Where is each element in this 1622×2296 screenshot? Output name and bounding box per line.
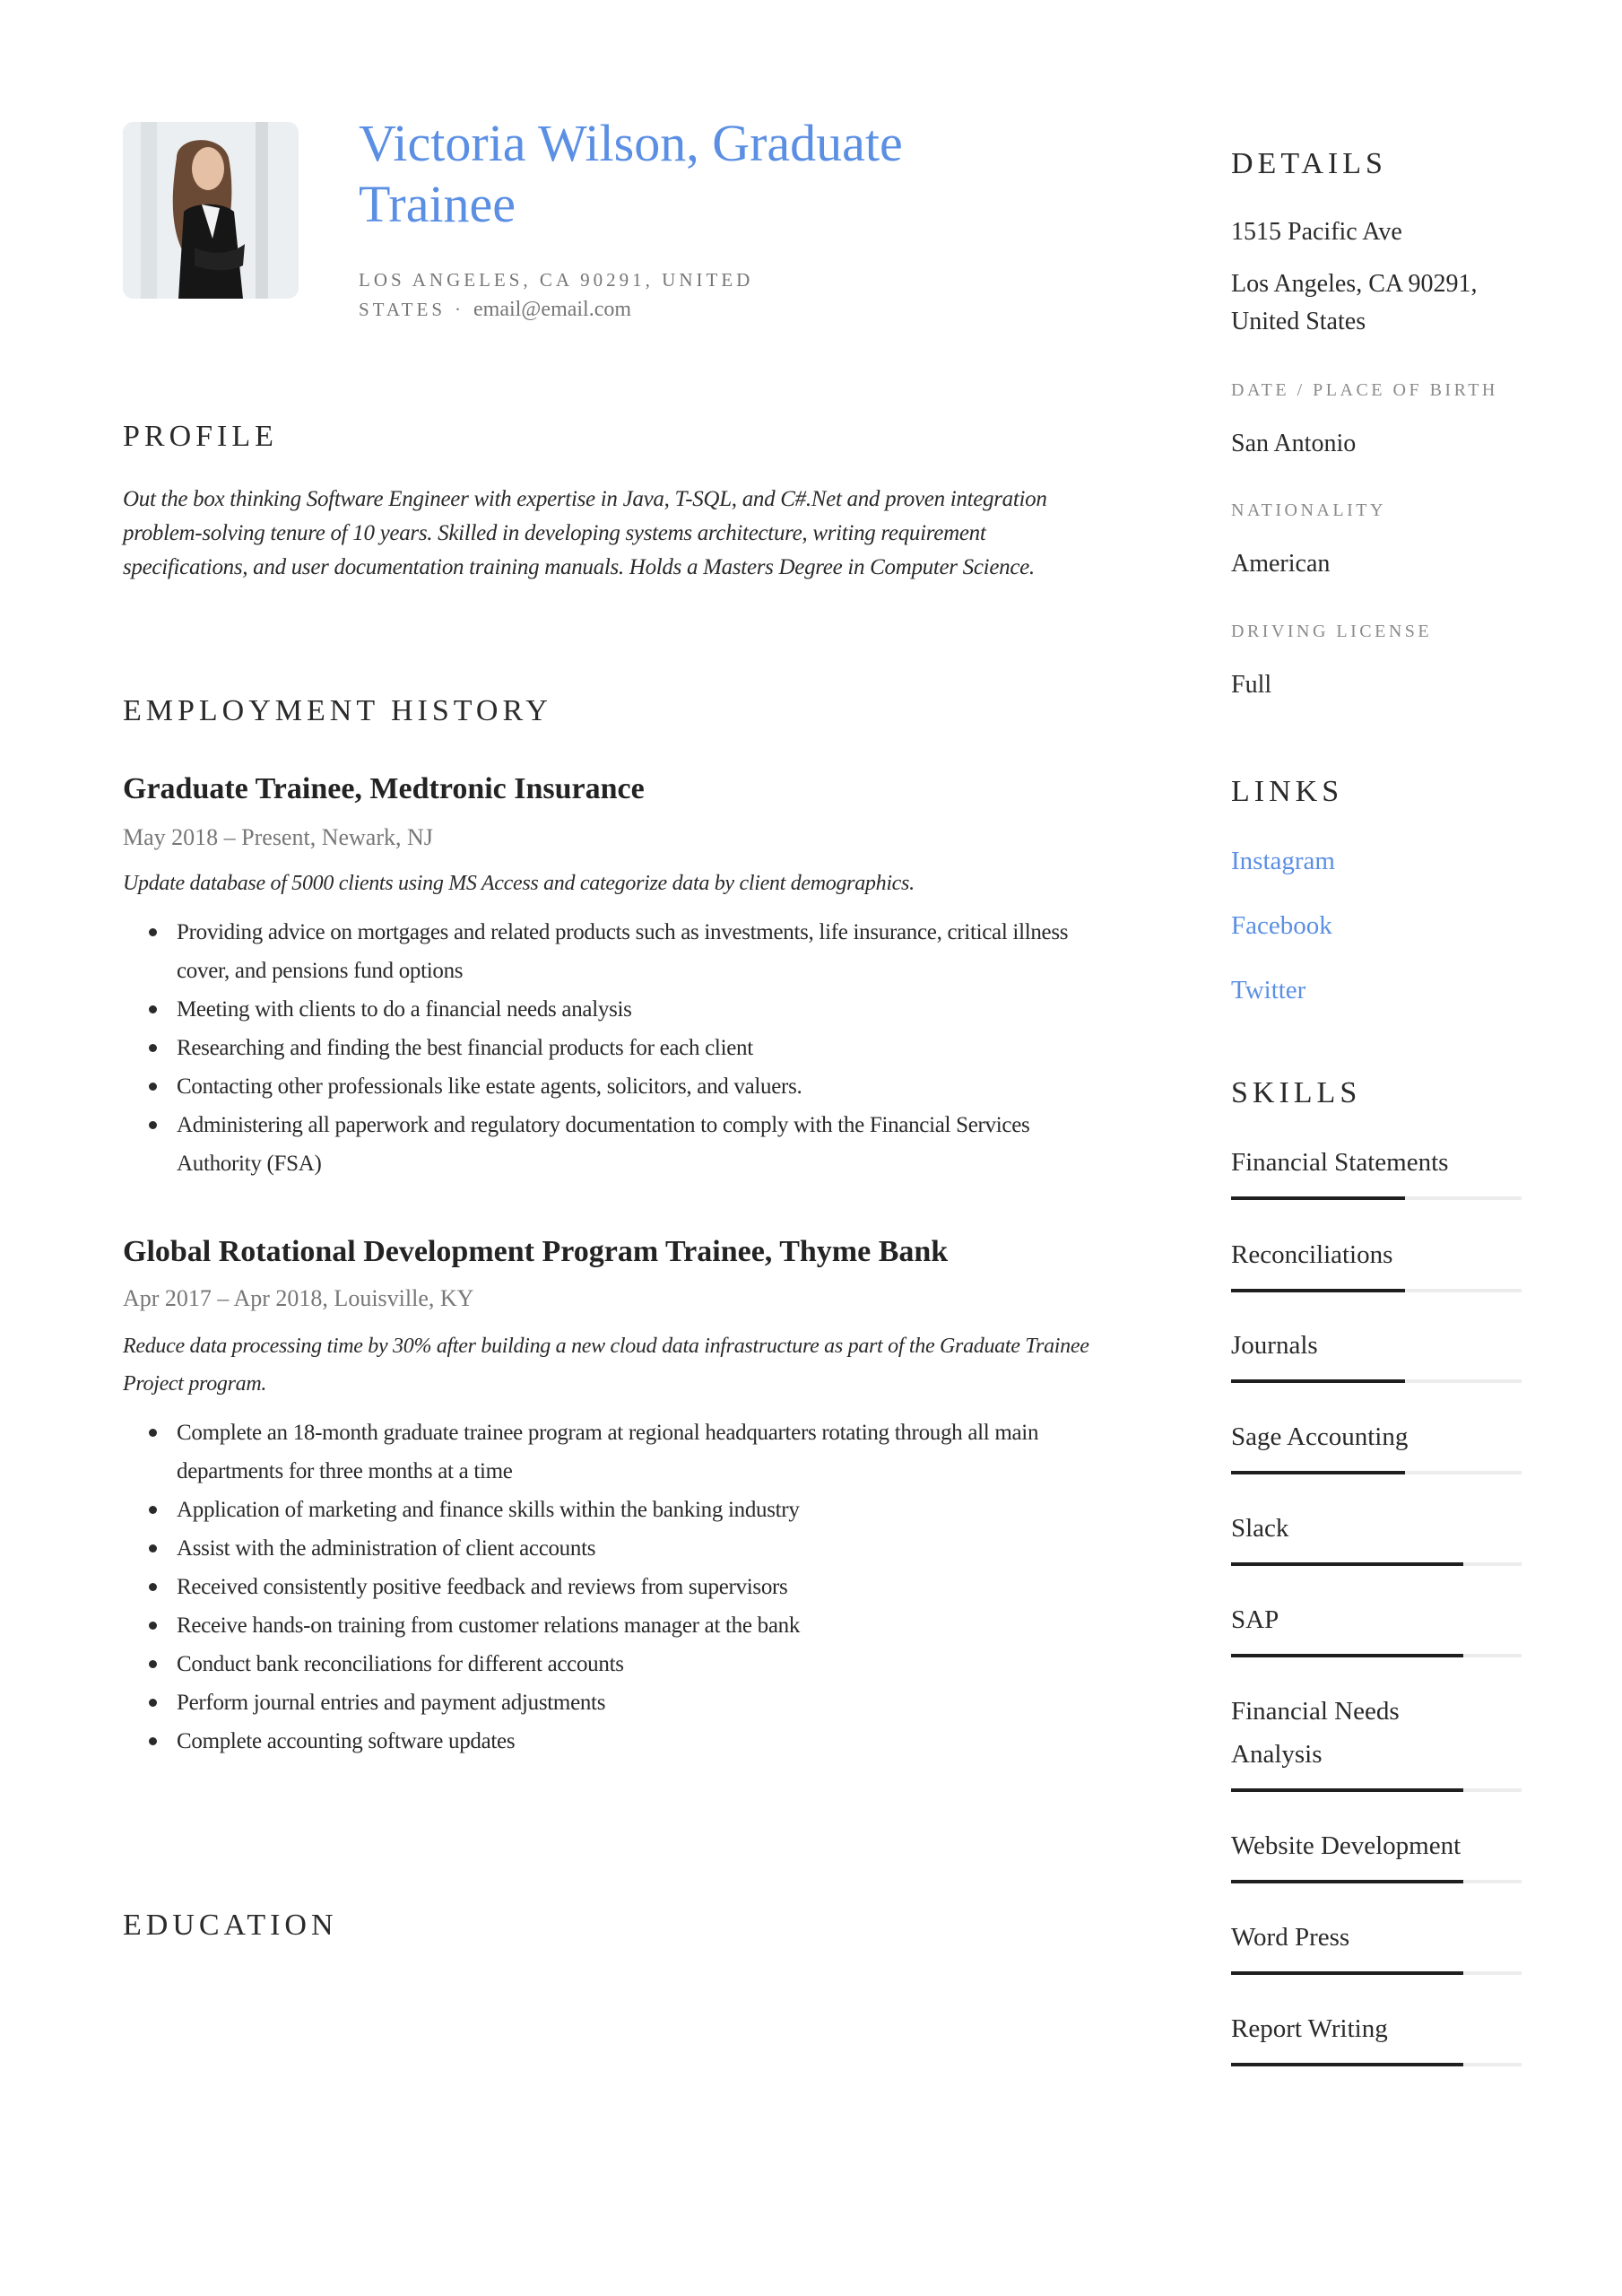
skill-level-bar — [1231, 1880, 1522, 1883]
bullet-text: Perform journal entries and payment adjustments — [177, 1691, 606, 1715]
bullet-item — [123, 913, 1091, 990]
skill-level-fill — [1231, 1971, 1463, 1975]
job-title: Graduate Trainee, Medtronic Insurance — [123, 772, 645, 805]
link-facebook[interactable]: Facebook — [1231, 911, 1332, 940]
job-summary: Update database of 5000 clients using MS Access and categorize data by client demographics. — [123, 872, 915, 895]
bullet-icon — [149, 1044, 157, 1052]
address-line2: Los Angeles, CA 90291, United States — [1231, 270, 1478, 335]
skill-level-fill — [1231, 1379, 1405, 1383]
skill-level-bar — [1231, 2063, 1522, 2066]
bullet-icon — [149, 1506, 157, 1514]
bullet-text: Conduct bank reconciliations for different accounts — [177, 1652, 624, 1676]
skill-item — [1231, 2007, 1522, 2066]
bullet-text: Meeting with clients to do a financial needs analysis — [177, 997, 632, 1022]
profile-section-title: PROFILE — [123, 420, 278, 453]
bullet-text: Complete an 18-month graduate trainee program at regional headquarters rotating through all main departments for three months at a time — [177, 1421, 1039, 1483]
skill-name: Financial Needs Analysis — [1231, 1697, 1400, 1769]
skill-level-fill — [1231, 1562, 1463, 1566]
person-photo-icon — [123, 122, 299, 299]
nationality-label: NATIONALITY — [1231, 500, 1386, 520]
skill-item — [1231, 1598, 1522, 1657]
skill-item — [1231, 1141, 1522, 1200]
link-instagram[interactable]: Instagram — [1231, 847, 1335, 875]
bullet-text: Assist with the administration of client accounts — [177, 1536, 596, 1561]
skill-level-bar — [1231, 1654, 1522, 1657]
nationality-value: American — [1231, 550, 1331, 578]
bullet-icon — [149, 1083, 157, 1091]
skill-level-fill — [1231, 2063, 1463, 2066]
skill-name: Report Writing — [1231, 2014, 1388, 2043]
bullet-text: Contacting other professionals like estate agents, solicitors, and valuers. — [177, 1074, 802, 1099]
skill-level-bar — [1231, 1971, 1522, 1975]
skill-name: Reconciliations — [1231, 1240, 1393, 1269]
bullet-icon — [149, 1583, 157, 1591]
profile-summary: Out the box thinking Software Engineer with expertise in Java, T-SQL, and C#.Net and proven integration problem-solving tenure of 10 years. Skilled in developing systems architecture, writing requirement specifications, and user documentation training manuals. Holds a Masters Degree in Computer Science. — [123, 487, 1047, 579]
skill-name: SAP — [1231, 1605, 1279, 1634]
bullet-icon — [149, 928, 157, 936]
bullet-text: Administering all paperwork and regulatory documentation to comply with the Financial Services Authority (FSA) — [177, 1113, 1030, 1176]
skill-item — [1231, 1916, 1522, 1975]
skill-item — [1231, 1324, 1522, 1383]
job-dates-location: May 2018 – Present, Newark, NJ — [123, 824, 433, 850]
link-twitter[interactable]: Twitter — [1231, 976, 1306, 1004]
skill-level-bar — [1231, 1379, 1522, 1383]
address-line1: 1515 Pacific Ave — [1231, 218, 1402, 246]
skill-name: Financial Statements — [1231, 1148, 1449, 1177]
job-summary: Reduce data processing time by 30% after building a new cloud data infrastructure as part of the Graduate Trainee Project program. — [123, 1335, 1089, 1396]
skill-name: Journals — [1231, 1331, 1318, 1360]
skill-level-bar — [1231, 1562, 1522, 1566]
location-text: LOS ANGELES, CA 90291, UNITED STATES — [359, 269, 754, 320]
email-link[interactable]: email@email.com — [473, 298, 632, 321]
job-title: Global Rotational Development Program Trainee, Thyme Bank — [123, 1235, 949, 1268]
skill-level-bar — [1231, 1471, 1522, 1474]
skill-level-fill — [1231, 1788, 1463, 1792]
bullet-item — [123, 1067, 1091, 1106]
bullet-icon — [149, 1622, 157, 1630]
profile-photo — [123, 122, 299, 299]
skill-level-fill — [1231, 1471, 1405, 1474]
skill-item — [1231, 1415, 1522, 1474]
license-value: Full — [1231, 671, 1272, 699]
bullet-item — [123, 1106, 1091, 1183]
job-dates-location: Apr 2017 – Apr 2018, Louisville, KY — [123, 1285, 474, 1311]
education-section-title: EDUCATION — [123, 1909, 338, 1942]
bullet-icon — [149, 1660, 157, 1668]
skills-section-title: SKILLS — [1231, 1076, 1362, 1109]
bullet-item — [123, 1529, 1091, 1568]
skill-item — [1231, 1824, 1522, 1883]
bullet-item — [123, 1413, 1091, 1491]
bullet-text: Complete accounting software updates — [177, 1729, 516, 1753]
skill-item — [1231, 1507, 1522, 1566]
employment-section-title: EMPLOYMENT HISTORY — [123, 694, 552, 727]
bullet-icon — [149, 1429, 157, 1437]
skill-name: Slack — [1231, 1514, 1289, 1543]
bullet-text: Application of marketing and finance skills within the banking industry — [177, 1498, 800, 1522]
bullet-icon — [149, 1737, 157, 1745]
bullet-item — [123, 1683, 1091, 1722]
license-label: DRIVING LICENSE — [1231, 622, 1433, 641]
contact-info — [359, 265, 825, 325]
skill-item — [1231, 1233, 1522, 1292]
bullet-icon — [149, 1699, 157, 1707]
bullet-text: Receive hands-on training from customer relations manager at the bank — [177, 1613, 801, 1638]
skill-name: Word Press — [1231, 1923, 1350, 1952]
job-bullets — [123, 1413, 1091, 1761]
bullet-text: Providing advice on mortgages and related products such as investments, life insurance, critical illness cover, and pensions fund options — [177, 920, 1069, 983]
bullet-item — [123, 1645, 1091, 1683]
bullet-item — [123, 1029, 1091, 1067]
bullet-item — [123, 1568, 1091, 1606]
links-section-title: LINKS — [1231, 775, 1344, 808]
birth-label: DATE / PLACE OF BIRTH — [1231, 380, 1498, 400]
bullet-icon — [149, 1005, 157, 1013]
separator-dot: · — [455, 299, 461, 320]
birth-value: San Antonio — [1231, 430, 1357, 457]
skill-level-bar — [1231, 1788, 1522, 1792]
job-entry — [123, 764, 1091, 1183]
skill-level-fill — [1231, 1289, 1405, 1292]
skill-level-fill — [1231, 1654, 1463, 1657]
candidate-name: Victoria Wilson, Graduate Trainee — [359, 114, 903, 233]
job-bullets — [123, 913, 1091, 1183]
skill-name: Website Development — [1231, 1831, 1462, 1860]
bullet-text: Researching and finding the best financial products for each client — [177, 1036, 753, 1060]
skill-level-bar — [1231, 1289, 1522, 1292]
bullet-text: Received consistently positive feedback and reviews from supervisors — [177, 1575, 788, 1599]
skill-level-fill — [1231, 1196, 1405, 1200]
job-entry — [123, 1227, 1091, 1761]
bullet-item — [123, 990, 1091, 1029]
skill-level-fill — [1231, 1880, 1463, 1883]
bullet-item — [123, 1606, 1091, 1645]
bullet-icon — [149, 1544, 157, 1552]
skill-item — [1231, 1690, 1522, 1792]
details-section-title: DETAILS — [1231, 147, 1387, 180]
skill-name: Sage Accounting — [1231, 1422, 1409, 1451]
bullet-icon — [149, 1121, 157, 1129]
skill-level-bar — [1231, 1196, 1522, 1200]
bullet-item — [123, 1722, 1091, 1761]
bullet-item — [123, 1491, 1091, 1529]
